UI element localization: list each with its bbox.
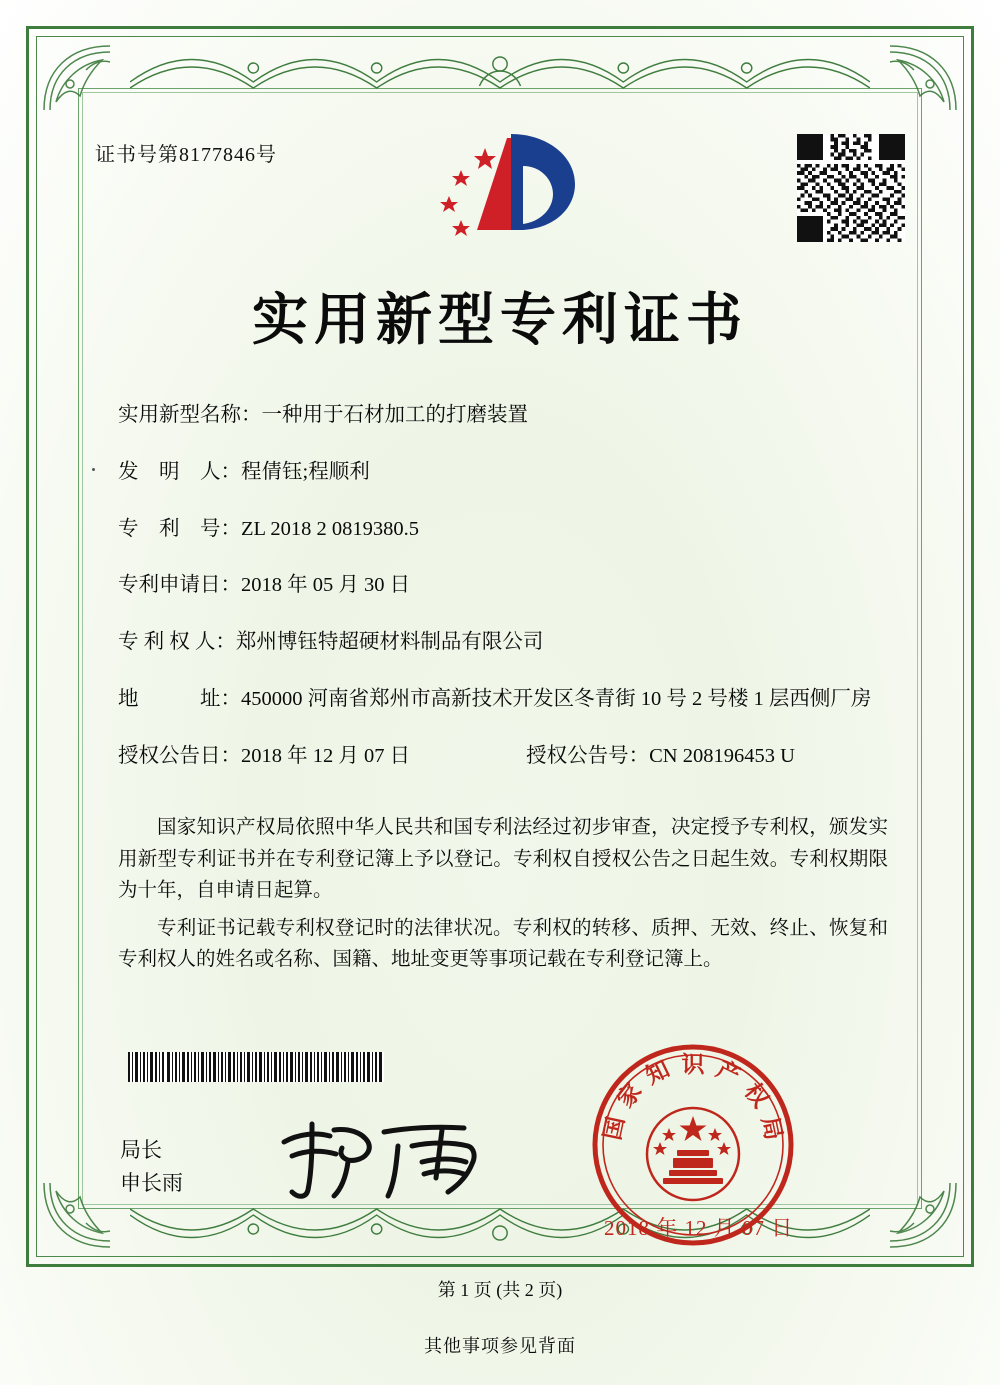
corner-flourish-icon bbox=[40, 1179, 132, 1253]
barcode bbox=[128, 1052, 384, 1082]
field-value: ZL 2018 2 0819380.5 bbox=[241, 517, 420, 540]
field-patentee bbox=[118, 627, 890, 658]
svg-text:局: 局 bbox=[757, 1114, 787, 1143]
certificate-number: 证书号第8177846号 bbox=[95, 144, 277, 166]
field-utility-model-name bbox=[118, 400, 890, 431]
field-value: 450000 河南省郑州市高新技术开发区冬青街 10 号 2 号楼 1 层西侧厂房 bbox=[241, 687, 872, 710]
field-value: 郑州博钰特超硬材料制品有限公司 bbox=[235, 631, 544, 653]
grant-notice-row bbox=[118, 741, 890, 772]
legal-paragraph-1: 国家知识产权局依照中华人民共和国专利法经过初步审查，决定授予专利权，颁发实用新型专利证书并在专利登记簿上予以登记。专利权自授权公告之日起生效。专利权期限为十年，自申请日起算。 bbox=[118, 817, 888, 902]
grant-date-value: 2018 年 12 月 07 日 bbox=[241, 744, 411, 767]
field-value: 程倩钰;程顺利 bbox=[241, 460, 370, 483]
grant-number-label: 授权公告号： bbox=[526, 744, 650, 767]
svg-text:产: 产 bbox=[712, 1056, 745, 1089]
field-value: 2018 年 05 月 30 日 bbox=[241, 574, 411, 597]
corner-flourish-icon bbox=[868, 1179, 960, 1253]
qr-code-icon bbox=[797, 134, 905, 242]
svg-text:识: 识 bbox=[681, 1052, 705, 1077]
seal-date: 2018 年 12 月 07 日 bbox=[604, 1216, 794, 1240]
print-dot-mark bbox=[92, 468, 95, 471]
grant-date-label: 授权公告日： bbox=[118, 744, 241, 767]
corner-flourish-icon bbox=[40, 40, 132, 114]
page-number: 第 1 页 (共 2 页) bbox=[437, 1280, 563, 1300]
director-name: 申长雨 bbox=[120, 1170, 183, 1195]
grant-number-value: CN 208196453 U bbox=[649, 744, 795, 767]
ornament-band-top bbox=[130, 42, 870, 94]
legal-paragraph-2: 专利证书记载专利权登记时的法律状况。专利权的转移、质押、无效、终止、恢复和专利权人的姓名或名称、国籍、地址变更等事项记载在专利登记簿上。 bbox=[118, 917, 888, 971]
certificate-fields bbox=[118, 400, 890, 789]
field-label: 专 利 权 人： bbox=[118, 631, 236, 653]
corner-flourish-icon bbox=[868, 40, 960, 114]
field-patent-number bbox=[118, 514, 890, 545]
director-title: 局长 bbox=[120, 1138, 162, 1162]
field-address bbox=[118, 684, 890, 715]
svg-text:家: 家 bbox=[612, 1078, 647, 1113]
field-inventor bbox=[118, 457, 890, 488]
handwritten-signature-icon bbox=[272, 1112, 502, 1204]
field-value: 一种用于石材加工的打磨装置 bbox=[261, 404, 528, 426]
svg-text:国: 国 bbox=[599, 1114, 629, 1143]
field-application-date bbox=[118, 570, 890, 601]
signature-block bbox=[120, 1134, 183, 1199]
field-label: 地 址： bbox=[118, 687, 241, 710]
field-label: 专利申请日： bbox=[118, 574, 241, 597]
svg-text:权: 权 bbox=[739, 1078, 774, 1113]
back-side-note: 其他事项参见背面 bbox=[424, 1336, 576, 1356]
page-title: 实用新型专利证书 bbox=[252, 290, 748, 352]
field-label: 发 明 人： bbox=[118, 460, 241, 483]
cnipa-logo-icon bbox=[415, 126, 585, 238]
field-label: 实用新型名称： bbox=[118, 404, 262, 426]
field-label: 专 利 号： bbox=[118, 517, 241, 540]
svg-text:知: 知 bbox=[641, 1056, 674, 1089]
legal-text bbox=[118, 812, 888, 982]
